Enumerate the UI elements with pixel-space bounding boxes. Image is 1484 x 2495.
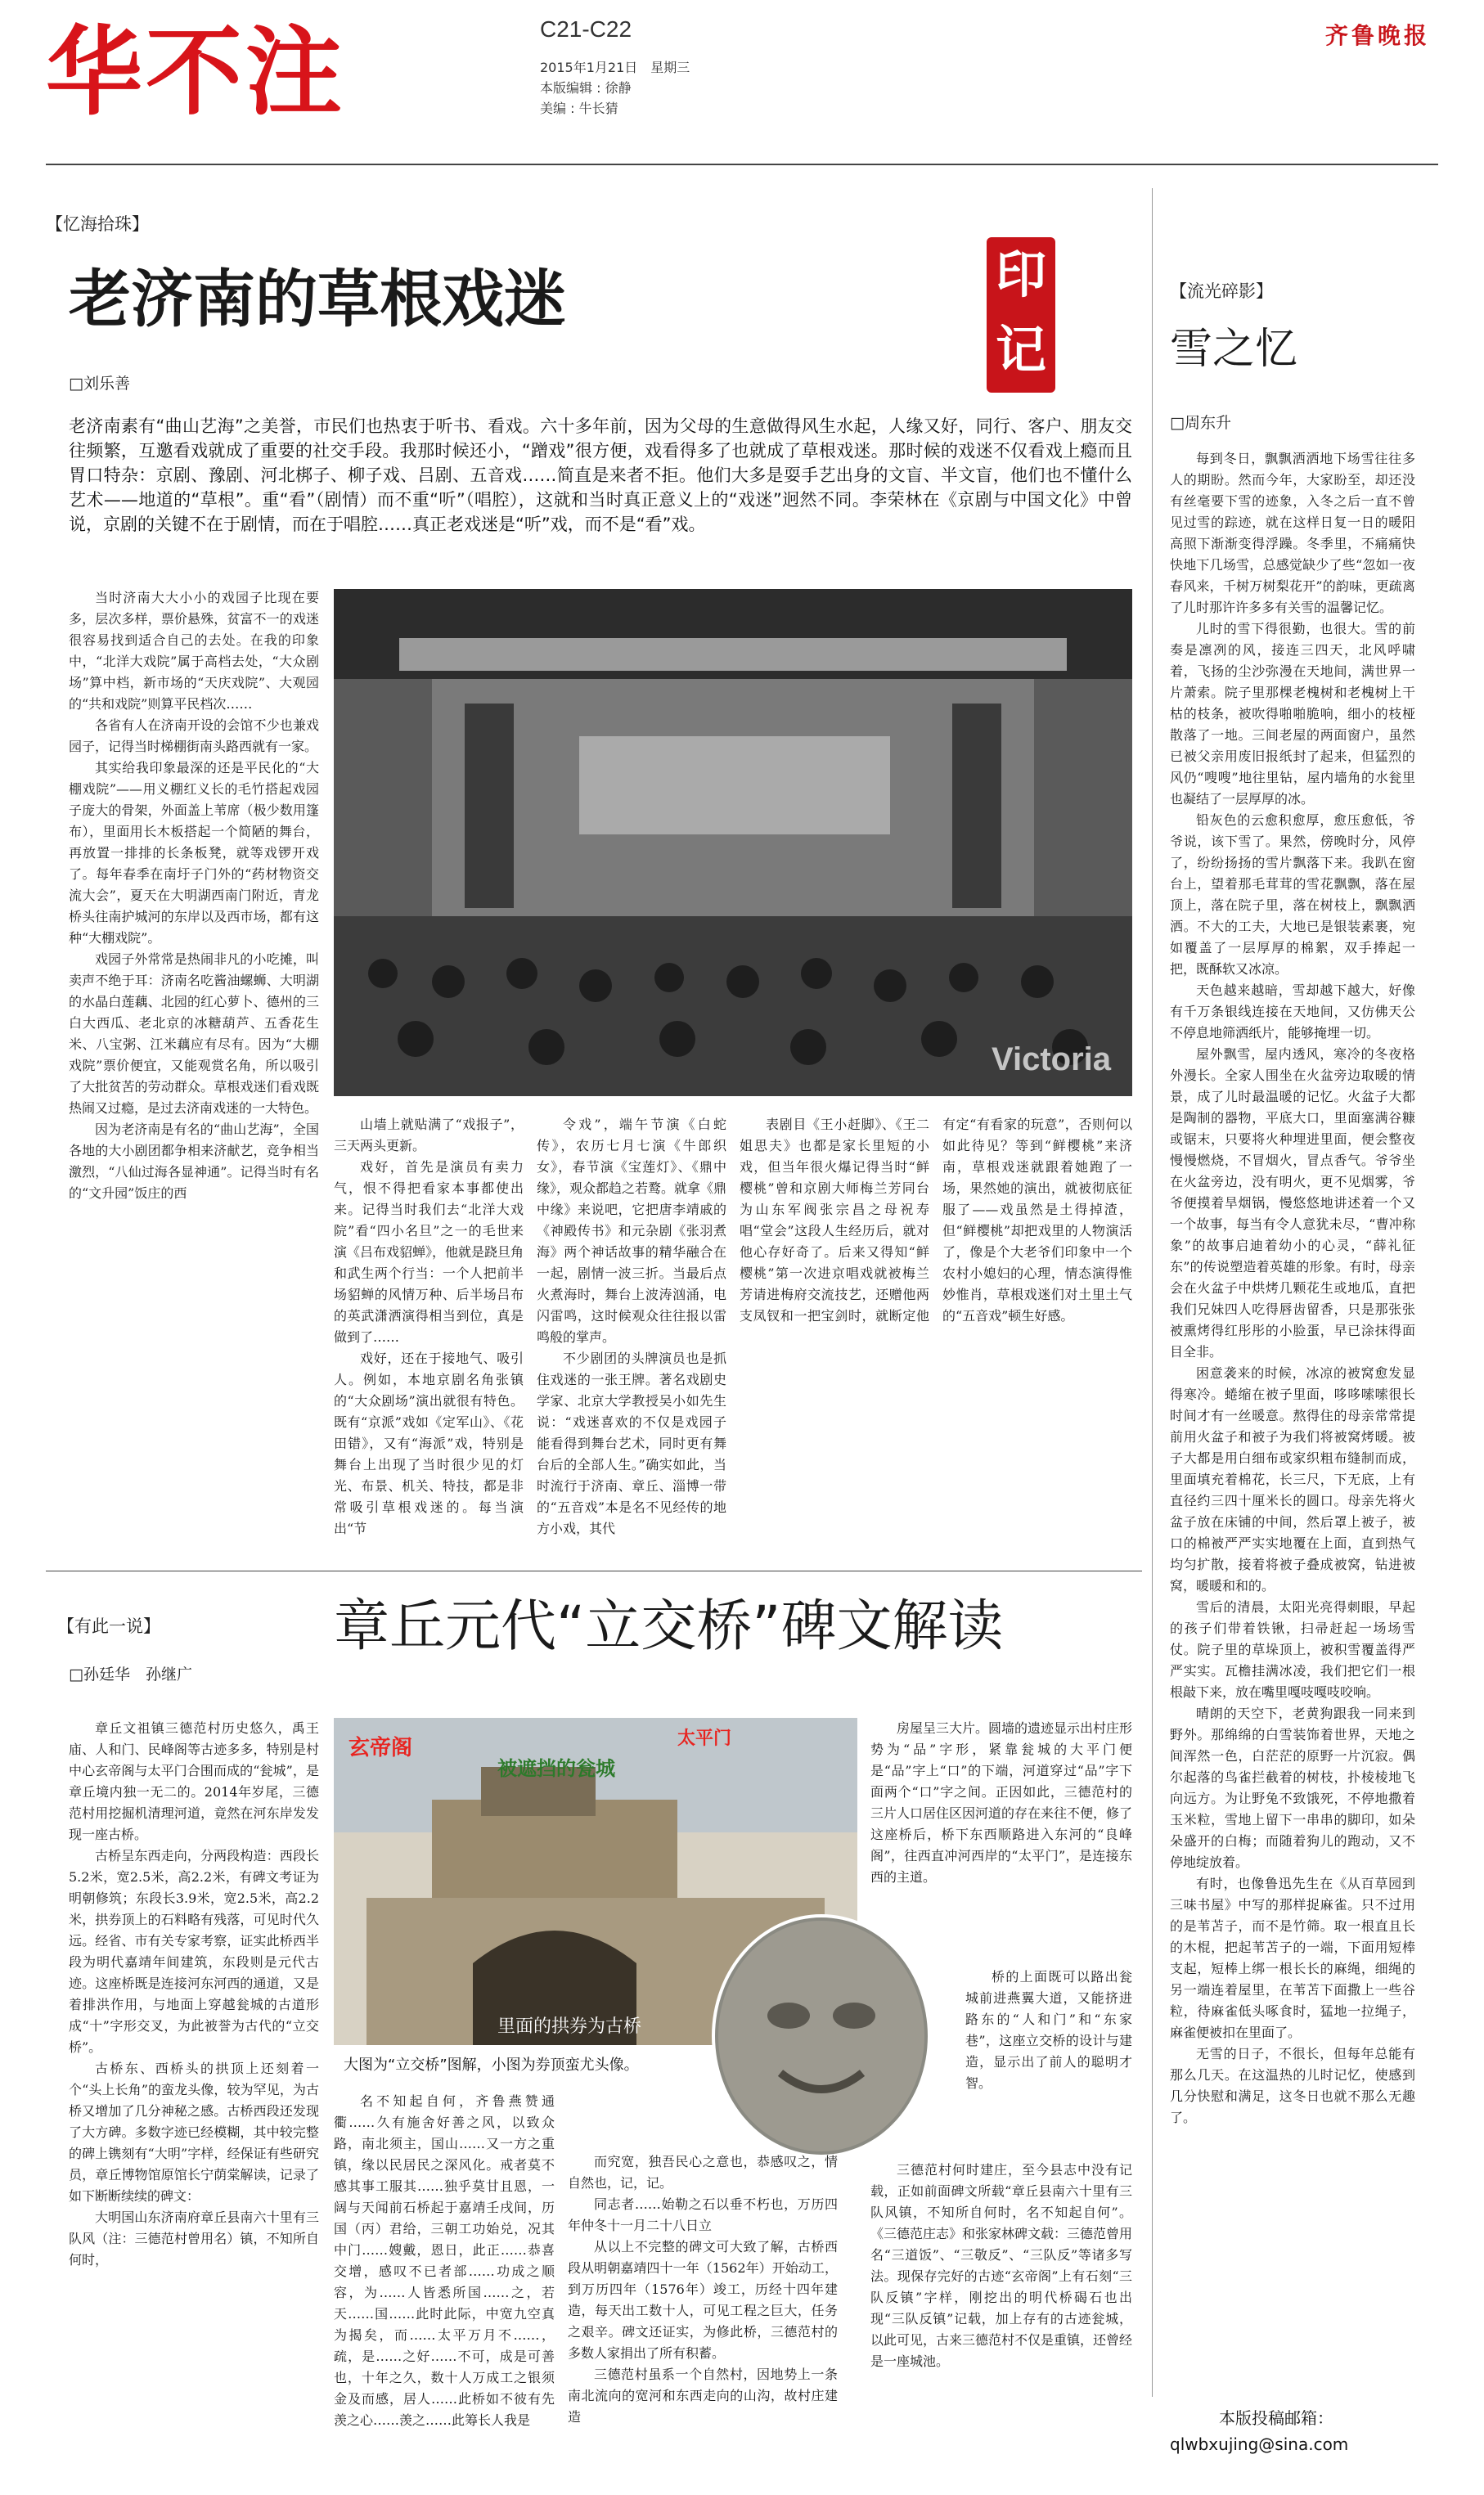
masthead-title: 华不注 — [46, 16, 346, 128]
label-xuandi-pavilion: 玄帝阁 — [349, 1736, 413, 1760]
paragraph: 表剧目《王小赶脚》、《王二姐思夫》也都是家长里短的小戏，但当年很火爆记得当时“鲜樱桃”曾和京剧大师梅兰芳同台为山东军阀张宗昌之母祝寿唱“堂会”这段人生经历后，就对他心存好奇了。后来又得知“鲜樱桃”第一次进京唱戏就被梅兰芳请进梅府交流技艺，还赠他两支凤钗和一把宝剑时，就断定他有定“有看家的玩意”，否则何以如此待见？等到“鲜樱桃”来济南，草根戏迷就跟着她跑了一场，果然她的演出，就被彻底征服了——戏虽然是土得掉渣，但“鲜樱桃”却把戏里的人物演活了，像是个大老爷们印象中一个农村小媳妇的心理，情态演得惟妙惟肖，草根戏迷们对土里土气的“五音戏”顿生好感。 — [740, 1117, 1132, 1324]
photo-watermark: Victoria — [992, 1041, 1111, 1077]
paragraph: 而究宽，独吾民心之意也，恭感叹之，情自然也，记，记。 — [568, 2154, 838, 2191]
paragraph: 因为老济南是有名的“曲山艺海”，全国各地的大小剧团都争相来济献艺，竞争相当激烈，“八仙过海各显神通”。记得当时有名的“文升园”饭庄的西 — [69, 1122, 319, 1201]
article1-col1 — [69, 587, 319, 1558]
label-taiping-gate: 太平门 — [677, 1729, 732, 1749]
article2-col4b — [965, 1967, 1132, 2155]
label-hidden-wengcheng: 被遮挡的瓮城 — [497, 1757, 615, 1780]
article3-body — [1170, 448, 1415, 2395]
article2-col3 — [568, 2151, 838, 2451]
paragraph: 三德范村虽系一个自然村，因地势上一条南北流向的宽河和东西走向的山沟，故村庄建造 — [568, 2367, 838, 2425]
paragraph: 不少剧团的头牌演员也是抓住戏迷的一张王牌。著名戏剧史学家、北京大学教授吴小如先生说：“戏迷喜欢的不仅是戏园子能看得到舞台艺术，同时更有舞台后的全部人生。”确实如此，当时流行于济南、章丘、淄博一带的“五音戏”本是名不见经传的地方小戏，其代 — [537, 1351, 726, 1536]
article1-col2 — [334, 1114, 524, 1556]
submission-email[interactable]: qlwbxujing@sina.com — [1170, 2434, 1349, 2454]
paragraph: 名不知起自何，齐鲁燕赞通衢……久有施舍好善之风，以致众路，南北须主，国山……又一方之重镇，缘以民居民之深风化。戒者莫不感其事工服其……独乎莫甘且恩，一阔与天闻前石桥起于嘉靖壬戌间，历国（丙）君给，三朝工功始兑，况其中门……嫂戴，恩日，此正……恭喜交增，感叹不已者部……功成之顺容，为……人皆悉所国……之，若天……国……此时此际，中宽九空真为揭矣，而……太平万月不……，疏，是……之好……不可，成是可善也，十年之久，数十人万成工之银须金及而感，居人……此桥如不彼有先羡之心……羡之……此筹长人我是 — [334, 2093, 555, 2428]
paragraph: 同志者……始勒之石以垂不朽也，万历四年仲冬十一月二十八日立 — [568, 2196, 838, 2233]
paragraph: 从以上不完整的碑文可大致了解，古桥西段从明朝嘉靖四十一年（1562年）开始动工，到万历四年（1576年）竣工，历经十四年建造，每天出工数十人，可见工程之巨大，任务之艰辛。碑文还证实，为修此桥，三德范村的多数人家捐出了所有积蓄。 — [568, 2239, 838, 2361]
article2-col2 — [334, 2091, 555, 2451]
article1-title: 老济南的草根戏迷 — [69, 263, 566, 335]
editor-credit: 本版编辑 : 徐静 — [540, 80, 632, 96]
masthead-rule — [46, 164, 1438, 165]
paragraph: 雪后的清晨，太阳光亮得刺眼，早起的孩子们带着铁锹，扫帚赶起一场场雪仗。院子里的草垛顶上，被积雪覆盖得严严实实。瓦檐挂满冰凌，我们把它们一根根敲下来，放在嘴里嘎吱嘎吱咬响。 — [1170, 1599, 1415, 1700]
article2-col4a — [870, 1718, 1132, 1963]
paragraph: 其实给我印象最深的还是平民化的“大棚戏院”——用义棚红义长的毛竹搭起戏园子庞大的骨架，外面盖上苇席（极少数用篷布），里面用长木板搭起一个简陋的舞台，再放置一排排的长条板凳，就等戏锣开戏了。每年春季在南圩子门外的“药材物资交流大会”，夏天在大明湖西南门附近，青龙桥头往南护城河的东岸以及西市场，都有这种“大棚戏院”。 — [69, 760, 319, 946]
paragraph: 戏好，首先是演员有卖力气，恨不得把看家本事都使出来。记得当时我们去“北洋大戏院”看“四小名旦”之一的毛世来演《吕布戏貂蝉》，他就是跷旦角和武生两个行当：一个人把前半场貂蝉的风情万种、后半场吕布的英武潇洒演得相当到位，真是做到了…… — [334, 1159, 524, 1345]
paragraph: 房屋呈三大片。圆墙的遗迹显示出村庄形势为“品”字形，紧靠瓮城的大平门便是“品”字上“口”的下端，河道穿过“品”字下面两个“口”字之间。正因如此，三德范村的三片人口居住区因河道的存在来往不便，修了这座桥后，桥下东西顺路进入东河的“良峰阁”，往西直冲河西岸的“太平门”，是连接东西的主道。 — [870, 1720, 1132, 1885]
designer-credit: 美编 : 牛长猜 — [540, 101, 618, 116]
article1-col4 — [740, 1114, 1132, 1556]
theater-photo-illustration — [334, 589, 1132, 1096]
paragraph: 古桥呈东西走向，分两段构造：西段长5.2米，宽2.5米，高2.2米，有碑文考证为明朝修筑；东段长3.9米，宽2.5米，高2.2米，拱券顶上的石料略有残落，可见时代久远。经省、市有关专家考察，证实此桥西半段为明代嘉靖年间建筑，东段则是元代古迹。这座桥既是连接河东河西的通道，又是着排洪作用，与地面上穿越瓮城的古道形成“十”字形交叉，为此被誉为古代的“立交桥”。 — [69, 1848, 319, 2055]
paragraph: 大明国山东济南府章丘县南六十里有三队风（注：三德范村曾用名）镇，不知所自何时， — [69, 2210, 319, 2268]
paragraph: 山墙上就贴满了“戏报子”，三天两头更新。 — [334, 1117, 524, 1153]
paragraph: 天色越来越暗，雪却越下越大，好像有千万条银线连接在天地间，又仿佛天公不停息地筛洒纸片，能够掩埋一切。 — [1170, 982, 1415, 1041]
article1-lead: 老济南素有“曲山艺海”之美誉，市民们也热衷于听书、看戏。六十多年前，因为父母的生意做得风生水起，人缘又好，同行、客户、朋友交往频繁，互邀看戏就成了重要的社交手段。我那时候还小，“蹭戏”很方便，戏看得多了也就成了草根戏迷。那时候的戏迷不仅看戏上瘾而且胃口特杂：京剧、豫剧、河北梆子、柳子戏、吕剧、五音戏……简直是来者不拒。他们大多是耍手艺出身的文盲、半文盲，他们也不懂什么艺术——地道的“草根”。重“看”（剧情）而不重“听”（唱腔），这就和当时真正意义上的“戏迷”迥然不同。李荣林在《京剧与中国文化》中曾说，京剧的关键不在于剧情，而在于唱腔……真正老戏迷是“听”戏，而不是“看”戏。 — [69, 416, 1132, 534]
page-range: C21-C22 — [540, 16, 632, 42]
paragraph: 每到冬日，飘飘洒洒地下场雪往往多人的期盼。然而今年，大家盼至，却还没有丝毫要下雪的迹象，入冬之后一直不曾见过雪的踪迹，就在这样日复一日的暖阳高照下渐渐变得浮躁。冬季里，不痛痛快快地下几场雪，总感觉缺少了些“忽如一夜春风来，千树万树梨花开”的韵味，更疏离了儿时那许许多多有关雪的温馨记忆。 — [1170, 451, 1415, 615]
paragraph: 戏好，还在于接地气、吸引人。例如，本地京剧名角张镇的“大众剧场”演出就很有特色。既有“京派”戏如《定军山》、《花田错》，又有“海派”戏，特别是舞台上出现了当时很少见的灯光、布景、机关、特技，都是非常吸引草根戏迷的。每当演出“节 — [334, 1351, 524, 1536]
article1-author: □刘乐善 — [69, 375, 130, 393]
paragraph: 令戏”，端午节演《白蛇传》，农历七月七演《牛郎织女》，春节演《宝莲灯》、《鼎中缘》，观众都趋之若鹜。就拿《鼎中缘》来说吧，它把唐李靖戚的《神殿传书》和元杂剧《张羽煮海》两个神话故事的精华融合在一起，剧情一波三折。当最后点火煮海时，舞台上波涛汹涌，电闪雷鸣，这时候观众往往报以雷鸣般的掌声。 — [537, 1117, 726, 1345]
paragraph: 晴朗的天空下，老黄狗跟我一同来到野外。那绵绵的白雪装饰着世界，天地之间浑然一色，白茫茫的原野一片沉寂。偶尔起落的鸟雀拦截着的树枝，扑棱棱地飞向远方。为让野兔不致饿死，不停地撒着玉米粒，雪地上留下一串串的脚印，如朵朵盛开的白梅；而随着狗儿的跑动，又不停地绽放着。 — [1170, 1706, 1415, 1870]
newspaper-brand: 齐鲁晚报 — [1325, 22, 1431, 49]
paragraph: 困意袭来的时候，冰凉的被窝愈发显得寒冷。蜷缩在被子里面，哆哆嗦嗦很长时间才有一丝暖意。熬得住的母亲常常提前用火盆子和被子为我们将被窝烤暖。被子大都是用白细布或家织粗布缝制而成，里面填充着棉花，长三尺，下无底，上有直径约三四十厘米长的圆口。母亲先将火盆子放在床铺的中间，然后罩上被子，被口的棉被严严实实地覆在上面，直到热气均匀扩散，接着将被子叠成被窝，钻进被窝，暖暖和和的。 — [1170, 1365, 1415, 1594]
paragraph: 三德范村何时建庄，至今县志中没有记载，正如前面碑文所载“章丘县南六十里有三队风镇，不知所自何时，名不知起自何”。《三德范庄志》和张家林碑文载：三德范曾用名“三道饭”、“三敬反”、“三队反”等诸多写法。现保存完好的古迹“玄帝阁”上有石刻“三队反镇”字样，刚挖出的明代桥碣石也出现“三队反镇”记载，加上存有的古迹瓮城，以此可见，古来三德范村不仅是重镇，还曾经是一座城池。 — [870, 2162, 1132, 2369]
submission-label: 本版投稿邮箱： — [1219, 2408, 1333, 2428]
article2-col1 — [69, 1718, 319, 2454]
article3-author: □周东升 — [1170, 414, 1231, 432]
paragraph: 儿时的雪下得很勤，也很大。雪的前奏是凛冽的风，接连三四天，北风呼啸着，飞扬的尘沙弥漫在天地间，满世界一片萧索。院子里那棵老槐树和老槐树上干枯的枝条，被吹得啪啪脆响，细小的枝桠散落了一地。三间老屋的两面窗户，虽然已被父亲用废旧报纸封了起来，但猛烈的风仍“嗖嗖”地往里钻，屋内墙角的水瓮里也凝结了一层厚厚的冰。 — [1170, 621, 1415, 807]
paragraph: 章丘文祖镇三德范村历史悠久，禹王庙、人和门、民峰阁等古迹多多，特别是村中心玄帝阁与太平门合围而成的“瓮城”，是章丘境内独一无二的。2014年岁尾，三德范村用挖掘机清理河道，竟然在河东岸发发现一座古桥。 — [69, 1720, 319, 1842]
paragraph: 古桥东、西桥头的拱顶上还刻着一个“头上长角”的蛮龙头像，较为罕见，为古桥又增加了几分神秘之感。古桥西段还发现了大方碑。多数字迹已经模糊，其中较完整的碑上镌刻有“大明”字样，经保证有些研究员，章丘博物馆原馆长宁荫棠解读，记录了如下断断续续的碑文： — [69, 2061, 319, 2204]
theater-photo — [334, 589, 1132, 1096]
paragraph: 有时，也像鲁迅先生在《从百草园到三味书屋》中写的那样捉麻雀。只不过用的是苇苫子，而不是竹筛。取一根直且长的木棍，把起苇苫子的一端，下面用短棒支起，短棒上绑一根长长的麻绳，细绳的另一端连着屋里，在苇苫下面撒上一些谷粒，待麻雀低头啄食时，猛地一拉绳子，麻雀便被扣在里面了。 — [1170, 1876, 1415, 2040]
label-arch-bridge: 里面的拱券为古桥 — [497, 2016, 642, 2037]
photo2-caption: 大图为“立交桥”图解，小图为券顶蛮尤头像。 — [344, 2057, 639, 2074]
issue-date: 2015年1月21日 星期三 — [540, 60, 690, 75]
paragraph: 铅灰色的云愈积愈厚，愈压愈低，爷爷说，该下雪了。果然，傍晚时分，风停了，纷纷扬扬的雪片飘落下来。我趴在窗台上，望着那毛茸茸的雪花飘飘，落在屋顶上，落在院子里，落在树枝上，飘飘洒洒。不大的工夫，大地已是银装素裹，宛如覆盖了一层厚厚的棉絮，双手捧起一把，既酥软又冰凉。 — [1170, 812, 1415, 977]
paragraph: 屋外飘雪，屋内透风，寒冷的冬夜格外漫长。全家人围坐在火盆旁边取暖的情景，成了儿时最温暖的记忆。火盆子大都是陶制的器物，平底大口，里面塞满谷糠或锯末，只要将火种埋进里面，便会整夜慢慢燃烧，不冒烟火，冒点香气。爷爷坐在火盆旁边，没有明火，更不见烟雾，爷爷便摸着旱烟锅，慢悠悠地讲述着一个又一个故事，每当有令人意犹未尽，“曹冲称象”的故事启迪着幼小的心灵，“薛礼征东”的传说塑造着英雄的形象。有时，母亲会在火盆子中烘烤几颗花生或地瓜，直把我们兄妹四人吃得唇齿留香，只是那张张被熏烤得红彤彤的小脸蛋，早已涂抹得面目全非。 — [1170, 1046, 1415, 1360]
article2-col4c — [870, 2160, 1132, 2451]
article3-title: 雪之忆 — [1170, 325, 1298, 374]
paragraph: 无雪的日子，不很长，但每年总能有那么几天。在这温热的儿时记忆，使感到几分快慰和满足，这冬日也就不那么无趣了。 — [1170, 2046, 1415, 2125]
article2-author: □孙廷华 孙继广 — [69, 1666, 192, 1684]
stamp-badge: 印记 — [987, 237, 1055, 393]
paragraph: 各省有人在济南开设的会馆不少也兼戏园子，记得当时梯棚街南头路西就有一家。 — [69, 717, 319, 754]
paragraph: 戏园子外常常是热闹非凡的小吃摊，叫卖声不绝于耳：济南名吃酱油螺蛳、大明湖的水晶白莲藕、北园的红心萝卜、德州的三白大西瓜、老北京的冰糖葫芦、五香花生米、八宝粥、江米藕应有尽有。因为“大棚戏院”票价便宜，又能观赏名角，所以吸引了大批贫苦的劳动群众。草根戏迷们看戏既热闹又过瘾，是过去济南戏迷的一大特色。 — [69, 951, 319, 1116]
paragraph: 当时济南大大小小的戏园子比现在要多，层次多样，票价悬殊，贫富不一的戏迷很容易找到适合自己的去处。在我的印象中，“北洋大戏院”属于高档去处，“大众剧场”算中档，新市场的“天庆戏院”、大观园的“共和戏院”则算平民档次…… — [69, 590, 319, 712]
column-separator — [1152, 188, 1153, 2397]
article1-col3 — [537, 1114, 726, 1556]
article2-section: 【有此一说】 — [57, 1616, 160, 1636]
article3-section: 【流光碎影】 — [1170, 281, 1273, 301]
article1-section: 【忆海拾珠】 — [46, 214, 149, 234]
article2-title: 章丘元代“立交桥”碑文解读 — [334, 1594, 1004, 1659]
masthead-meta — [540, 57, 802, 119]
paragraph: 桥的上面既可以路出瓮城前进燕翼大道，又能挤进路东的“人和门”和“东家巷”，这座立交桥的设计与建造，显示出了前人的聪明才智。 — [965, 1969, 1132, 2091]
